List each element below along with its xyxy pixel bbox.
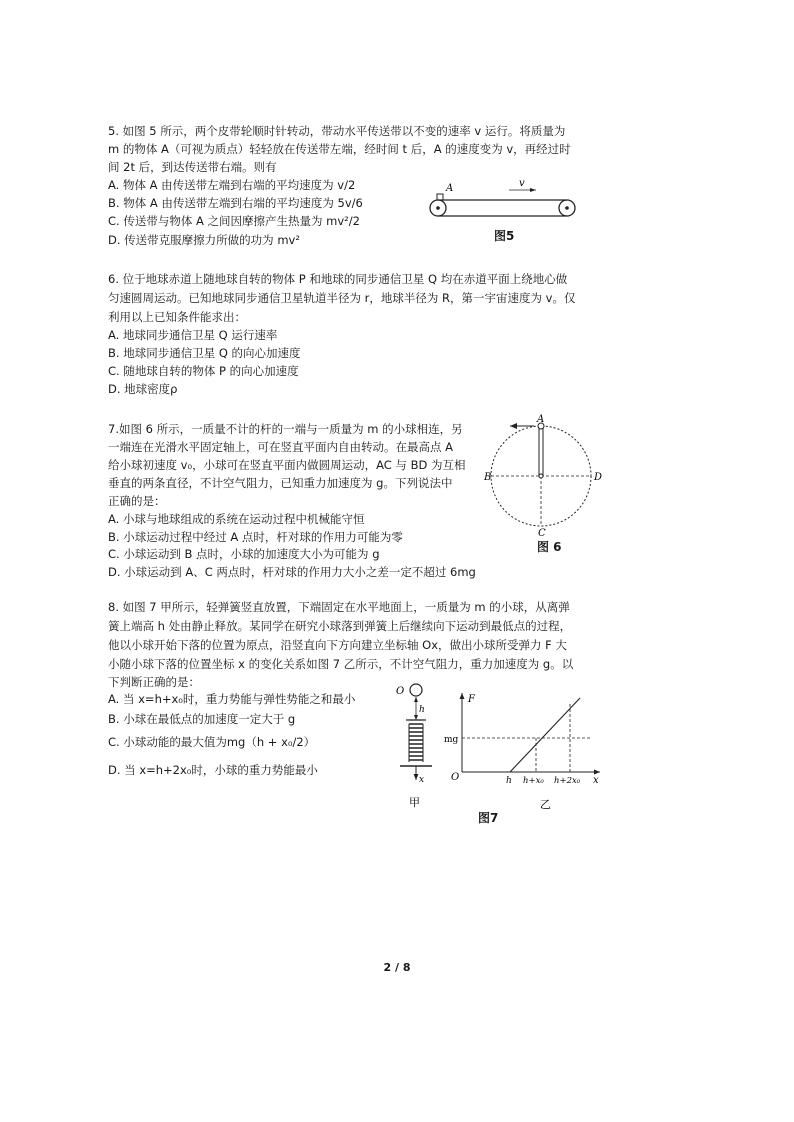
axis-label-f: F bbox=[468, 694, 475, 705]
q7-option-d: D. 小球运动到 A、C 两点时，杆对球的作用力大小之差一定不超过 6mg bbox=[108, 565, 476, 579]
tick-h-x0: h+x₀ bbox=[523, 776, 544, 786]
label-a: A bbox=[537, 414, 545, 425]
label-d: D bbox=[594, 472, 603, 483]
q7-option-c: C. 小球运动到 B 点时，小球的加速度大小为可能为 g bbox=[108, 547, 380, 561]
figure-6-caption: 图 6 bbox=[537, 540, 562, 554]
figure-7-caption: 图7 bbox=[478, 811, 499, 825]
label-v: v bbox=[519, 178, 525, 189]
label-mg: mg bbox=[444, 735, 459, 745]
figure-5-conveyor bbox=[424, 178, 584, 220]
q7-stem-line-3: 给小球初速度 v₀，小球可在竖直平面内做圆周运动，AC 与 BD 为互相 bbox=[108, 458, 466, 472]
q5-option-b: B. 物体 A 由传送带左端到右端的平均速度为 5v/6 bbox=[108, 196, 363, 210]
q6-option-a: A. 地球同步通信卫星 Q 运行速率 bbox=[108, 328, 278, 342]
figure-5-caption: 图5 bbox=[494, 229, 515, 243]
q6-option-d: D. 地球密度ρ bbox=[108, 382, 178, 396]
q6-option-c: C. 随地球自转的物体 P 的向心加速度 bbox=[108, 364, 299, 378]
q8-stem-line-3: 他以小球开始下落的位置为原点，沿竖直向下方向建立坐标轴 Ox，做出小球所受弹力 F 大 bbox=[108, 638, 567, 652]
sub-caption-jia: 甲 bbox=[409, 796, 420, 809]
q6-stem-line-1: 6. 位于地球赤道上随地球自转的物体 P 和地球的同步通信卫星 Q 均在赤道平面上绕地心做 bbox=[108, 272, 568, 286]
label-c: C bbox=[538, 528, 546, 539]
figure-6-circle bbox=[484, 412, 606, 538]
q7-stem-line-1: 7.如图 6 所示，一质量不计的杆的一端与一质量为 m 的小球相连，另 bbox=[108, 422, 463, 436]
q7-stem-line-4: 垂直的两条直径，不计空气阻力，已知重力加速度为 g。下列说法中 bbox=[108, 476, 453, 490]
q8-option-b: B. 小球在最低点的加速度一定大于 g bbox=[108, 712, 296, 726]
q7-stem-line-2: 一端连在光滑水平固定轴上，可在竖直平面内自由转动。在最高点 A bbox=[108, 440, 454, 454]
q5-stem-line-2: m 的物体 A（可视为质点）轻轻放在传送带左端，经时间 t 后，A 的速度变为 v，再经过时 bbox=[108, 142, 571, 156]
axis-label-x: x bbox=[593, 775, 599, 786]
q7-option-a: A. 小球与地球组成的系统在运动过程中机械能守恒 bbox=[108, 512, 365, 526]
q6-stem-line-2: 匀速圆周运动。已知地球同步通信卫星轨道半径为 r，地球半径为 R，第一宇宙速度为 v。仅 bbox=[108, 291, 576, 305]
block-a bbox=[437, 194, 443, 200]
q7-stem-line-5: 正确的是： bbox=[108, 494, 166, 508]
q5-stem-line-3: 间 2t 后，到达传送带右端。则有 bbox=[108, 160, 277, 174]
q5-option-d: D. 传送带克服摩擦力所做的功为 mv² bbox=[108, 233, 300, 247]
rod bbox=[539, 427, 543, 476]
q8-stem-line-4: 小随小球下落的位置坐标 x 的变化关系如图 7 乙所示，不计空气阻力，重力加速度为 g。以 bbox=[108, 657, 574, 671]
figure-7-yi-graph bbox=[446, 688, 606, 810]
q6-stem-line-3: 利用以上已知条件能求出： bbox=[108, 310, 246, 324]
q8-stem-line-2: 簧上端高 h 处由静止释放。某同学在研究小球落到弹簧上后继续向下运动到最低点的过程， bbox=[108, 619, 572, 633]
force-line bbox=[510, 698, 580, 772]
label-b: B bbox=[484, 472, 492, 483]
tick-h: h bbox=[506, 776, 512, 786]
ball bbox=[410, 684, 422, 696]
label-h: h bbox=[419, 705, 425, 715]
q8-option-a: A. 当 x=h+x₀时，重力势能与弹性势能之和最小 bbox=[108, 692, 356, 706]
tick-h-2x0: h+2x₀ bbox=[554, 776, 581, 786]
q5-option-c: C. 传送带与物体 A 之间因摩擦产生热量为 mv²/2 bbox=[108, 214, 360, 228]
spring-coil bbox=[409, 724, 423, 760]
q8-stem-line-1: 8. 如图 7 甲所示，轻弹簧竖直放置，下端固定在水平地面上，一质量为 m 的小球，从离弹 bbox=[108, 600, 570, 614]
label-a: A bbox=[446, 183, 454, 194]
page-number: 2 / 8 bbox=[383, 961, 411, 974]
label-x: x bbox=[419, 775, 425, 785]
q8-stem-line-5: 下判断正确的是： bbox=[108, 675, 200, 689]
sub-caption-yi: 乙 bbox=[540, 798, 551, 811]
label-o: O bbox=[396, 686, 405, 697]
origin-label: O bbox=[451, 772, 460, 783]
q8-option-d: D. 当 x=h+2x₀时，小球的重力势能最小 bbox=[108, 763, 318, 777]
q8-option-c: C. 小球动能的最大值为mg（h + x₀/2） bbox=[108, 735, 316, 749]
q7-option-b: B. 小球运动过程中经过 A 点时，杆对球的作用力可能为零 bbox=[108, 530, 403, 544]
axis-pivot bbox=[539, 474, 543, 478]
q5-option-a: A. 物体 A 由传送带左端到右端的平均速度为 v/2 bbox=[108, 178, 356, 192]
figure-7-jia-spring bbox=[394, 682, 444, 812]
q6-option-b: B. 地球同步通信卫星 Q 的向心加速度 bbox=[108, 346, 301, 360]
q5-stem-line-1: 5. 如图 5 所示，两个皮带轮顺时针转动，带动水平传送带以不变的速率 v 运行。将质量为 bbox=[108, 124, 566, 138]
